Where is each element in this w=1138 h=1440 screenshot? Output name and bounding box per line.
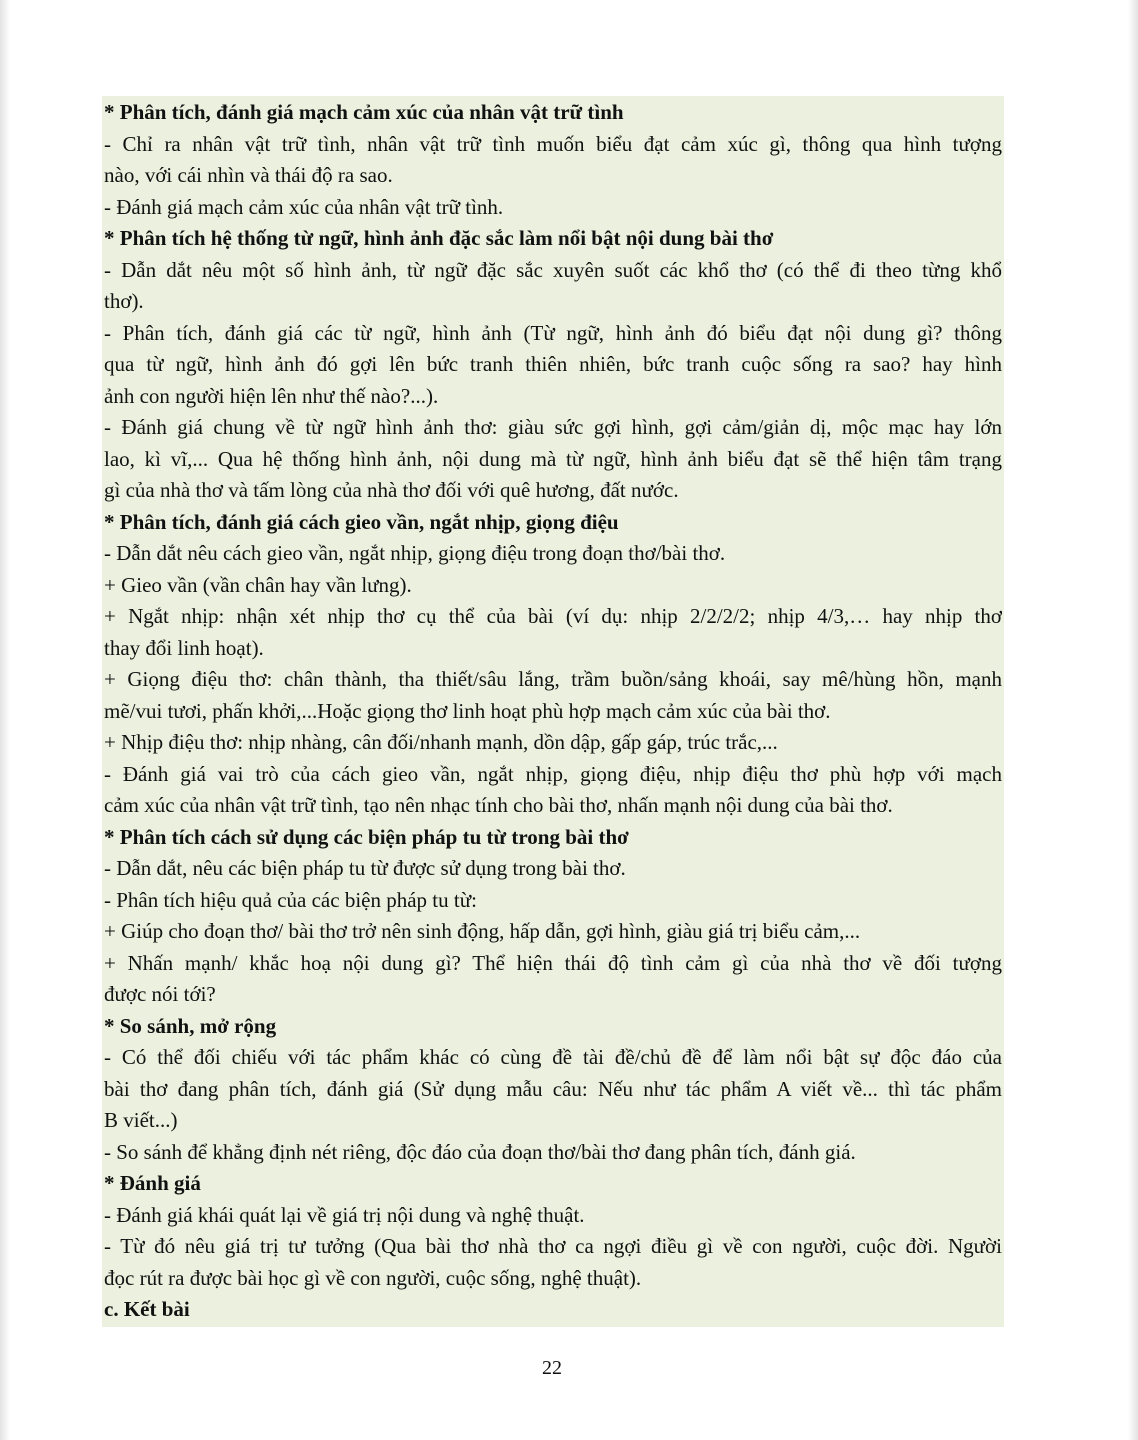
text-line: - Có thể đối chiếu với tác phẩm khác có cùng đề tài đề/chủ đề để làm nổi bật sự độc đáo của — [104, 1045, 1002, 1069]
section-heading-line: * Phân tích hệ thống từ ngữ, hình ảnh đặc sắc làm nổi bật nội dung bài thơ — [104, 226, 774, 250]
text-line: - So sánh để khẳng định nét riêng, độc đáo của đoạn thơ/bài thơ đang phân tích, đánh giá. — [104, 1139, 856, 1164]
document-content-block — [102, 96, 1004, 1327]
text-line: thơ). — [104, 289, 144, 313]
text-line: qua từ ngữ, hình ảnh đó gợi lên bức tranh thiên nhiên, bức tranh cuộc sống ra sao? hay hình — [104, 352, 1002, 376]
text-line: + Gieo vần (vần chân hay vần lưng). — [104, 572, 412, 597]
text-line: - Dẫn dắt nêu một số hình ảnh, từ ngữ đặc sắc xuyên suốt các khổ thơ (có thể đi theo từng khổ — [104, 257, 1002, 282]
text-line: cảm xúc của nhân vật trữ tình, tạo nên nhạc tính cho bài thơ, nhấn mạnh nội dung của bài thơ. — [104, 793, 893, 817]
text-line: + Giọng điệu thơ: chân thành, tha thiết/sâu lắng, trầm buồn/sảng khoái, say mê/hùng hồn, mạnh — [104, 667, 1002, 691]
text-line: - Dẫn dắt, nêu các biện pháp tu từ được sử dụng trong bài thơ. — [104, 856, 626, 880]
section-heading-line: c. Kết bài — [104, 1297, 190, 1321]
text-line: + Nhịp điệu thơ: nhịp nhàng, cân đối/nhanh mạnh, dồn dập, gấp gáp, trúc trắc,... — [104, 730, 778, 754]
text-line: nào, với cái nhìn và thái độ ra sao. — [104, 163, 393, 187]
text-line: được nói tới? — [104, 982, 216, 1006]
text-line: đọc rút ra được bài học gì về con người, cuộc sống, nghệ thuật). — [104, 1265, 642, 1290]
text-line: gì của nhà thơ và tấm lòng của nhà thơ đối với quê hương, đất nước. — [104, 478, 679, 502]
text-line: - Từ đó nêu giá trị tư tưởng (Qua bài thơ nhà thơ ca ngợi điều gì về con người, cuộc đời. Người — [104, 1234, 1002, 1258]
text-line: B viết...) — [104, 1108, 178, 1132]
text-line: thay đổi linh hoạt). — [104, 635, 264, 660]
section-heading-line: * Phân tích, đánh giá cách gieo vần, ngắt nhịp, giọng điệu — [104, 509, 619, 534]
text-line: + Giúp cho đoạn thơ/ bài thơ trở nên sinh động, hấp dẫn, gợi hình, giàu giá trị biểu cảm,... — [104, 919, 861, 943]
text-line: - Dẫn dắt nêu cách gieo vần, ngắt nhịp, giọng điệu trong đoạn thơ/bài thơ. — [104, 541, 726, 565]
text-line: lao, kì vĩ,... Qua hệ thống hình ảnh, nội dung mà từ ngữ, hình ảnh biểu đạt sẽ thể hiện tâm trạng — [104, 446, 1002, 471]
text-line: - Đánh giá khái quát lại về giá trị nội dung và nghệ thuật. — [104, 1202, 585, 1227]
text-line: + Nhấn mạnh/ khắc hoạ nội dung gì? Thể hiện thái độ tình cảm gì của nhà thơ về đối tượng — [104, 950, 1002, 975]
text-line: - Đánh giá vai trò của cách gieo vần, ngắt nhịp, giọng điệu, nhịp điệu thơ phù hợp với mạch — [104, 761, 1002, 786]
section-heading-line: * Phân tích cách sử dụng các biện pháp tu từ trong bài thơ — [104, 824, 629, 849]
section-heading-line: * Phân tích, đánh giá mạch cảm xúc của nhân vật trữ tình — [104, 100, 624, 124]
text-line: bài thơ đang phân tích, đánh giá (Sử dụng mẫu câu: Nếu như tác phẩm A viết về... thì tác phẩm — [104, 1076, 1002, 1101]
text-line: - Phân tích hiệu quả của các biện pháp tu từ: — [104, 887, 477, 912]
text-line: - Phân tích, đánh giá các từ ngữ, hình ảnh (Từ ngữ, hình ảnh đó biểu đạt nội dung gì? thông — [104, 320, 1002, 345]
page-number: 22 — [542, 1357, 562, 1379]
text-line: - Đánh giá chung về từ ngữ hình ảnh thơ: giàu sức gợi hình, gợi cảm/giản dị, mộc mạc hay lớn — [104, 415, 1002, 439]
text-line: + Ngắt nhịp: nhận xét nhịp thơ cụ thể của bài (ví dụ: nhịp 2/2/2/2; nhịp 4/3,… hay nhịp thơ — [104, 604, 1002, 628]
page-edge-left — [0, 0, 10, 1440]
section-heading-line: * Đánh giá — [104, 1171, 201, 1195]
page-edge-right — [1128, 0, 1138, 1440]
section-heading-line: * So sánh, mở rộng — [104, 1013, 277, 1038]
text-line: - Chỉ ra nhân vật trữ tình, nhân vật trữ tình muốn biểu đạt cảm xúc gì, thông qua hình tượng — [104, 131, 1002, 156]
text-line: ảnh con người hiện lên như thế nào?...). — [104, 383, 439, 408]
text-line: - Đánh giá mạch cảm xúc của nhân vật trữ tình. — [104, 194, 504, 219]
text-line: mẽ/vui tươi, phấn khởi,...Hoặc giọng thơ linh hoạt phù hợp mạch cảm xúc của bài thơ. — [104, 698, 831, 723]
